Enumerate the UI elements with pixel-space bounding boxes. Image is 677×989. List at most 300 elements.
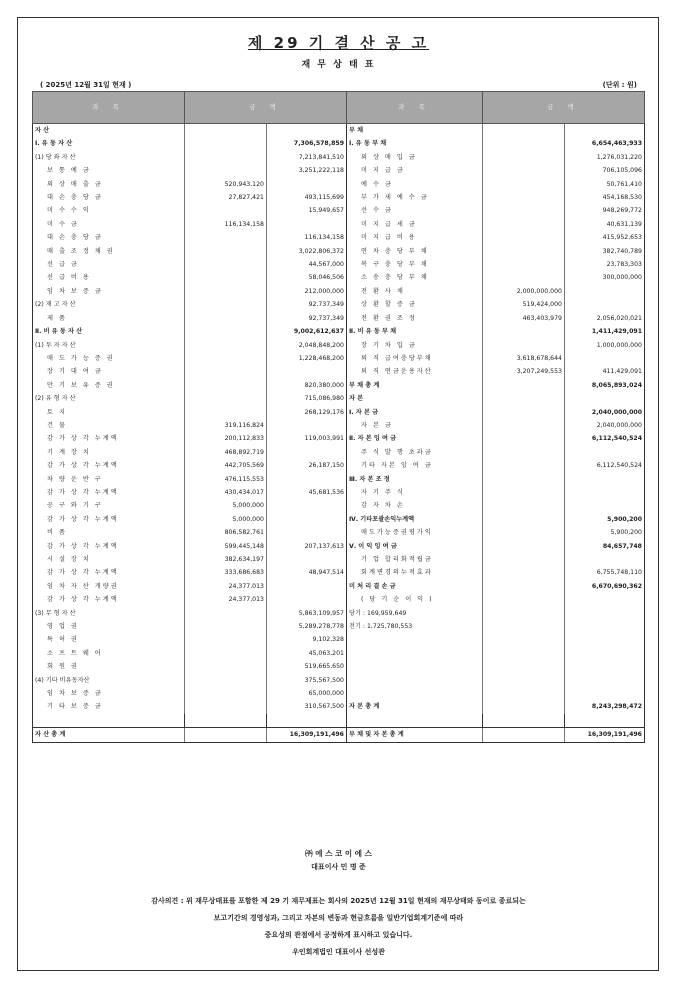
asset-sub-amount: 5,000,000 (185, 499, 267, 512)
liability-equity-amount: 1,411,429,091 (565, 325, 645, 338)
asset-item-label: 미 수 수 익 (33, 204, 185, 217)
asset-sub-amount (185, 700, 267, 713)
table-row (33, 258, 645, 271)
liability-equity-item-label: 미 지 급 세 금 (347, 218, 483, 231)
liability-equity-amount: 706,105,096 (565, 164, 645, 177)
liability-equity-sub-amount (483, 526, 565, 539)
asset-sub-amount (185, 406, 267, 419)
asset-item-label: 보 통 예 금 (33, 164, 185, 177)
asset-item-label: 선 급 금 (33, 258, 185, 271)
liability-equity-amount: 2,056,020,021 (565, 312, 645, 325)
liability-equity-sub-amount (483, 674, 565, 687)
liability-equity-item-label: 당기 : 169,959,649 (347, 607, 483, 620)
liability-equity-amount: 8,243,298,472 (565, 700, 645, 713)
liability-equity-sub-amount: 3,618,678,644 (483, 352, 565, 365)
asset-amount: 116,134,158 (267, 231, 347, 244)
liability-equity-amount (565, 298, 645, 311)
liability-equity-sub-amount (483, 687, 565, 700)
liability-equity-item-label: 소 송 충 당 부 채 (347, 271, 483, 284)
asset-item-label: 제 품 (33, 312, 185, 325)
liability-equity-amount: 2,040,000,000 (565, 419, 645, 432)
asset-sub-amount (185, 660, 267, 673)
liability-equity-amount (565, 687, 645, 700)
asset-sub-amount: 599,445,148 (185, 540, 267, 553)
audit-line: 감사의견 : 위 재무상태표를 포함한 제 29 기 재무제표는 회사의 2025년 12월 31일 현재의 재무상태와 동이로 종료되는 (151, 897, 526, 905)
liability-equity-sub-amount (483, 406, 565, 419)
asset-item-label: 시 설 장 치 (33, 553, 185, 566)
total-liabilities-equity-label: 부 채 및 자 본 총 계 (347, 728, 483, 742)
liability-equity-sub-amount (483, 191, 565, 204)
asset-amount: 519,665,650 (267, 660, 347, 673)
liability-equity-sub-amount (483, 419, 565, 432)
asset-amount (267, 419, 347, 432)
asset-item-label: (2) 유 형 자 산 (33, 392, 185, 405)
table-row (33, 607, 645, 620)
liability-equity-sub-amount (483, 339, 565, 352)
asset-amount: 5,863,109,957 (267, 607, 347, 620)
table-row (33, 124, 645, 138)
asset-amount: 7,306,578,859 (267, 137, 347, 150)
liability-equity-amount: 23,783,303 (565, 258, 645, 271)
liability-equity-sub-amount (483, 700, 565, 713)
asset-amount: 9,102,328 (267, 633, 347, 646)
table-row (33, 687, 645, 700)
asset-amount (267, 593, 347, 606)
liability-equity-item-label: Ⅱ. 자 본 잉 여 금 (347, 432, 483, 445)
liability-equity-item-label: 기 업 합리화적립금 (347, 553, 483, 566)
asset-item-label: 감 가 상 각 누계액 (33, 540, 185, 553)
asset-sub-amount: 200,112,833 (185, 432, 267, 445)
table-row (33, 660, 645, 673)
table-row (33, 540, 645, 553)
asset-item-label: 비 품 (33, 526, 185, 539)
asset-item-label: 임 차 보 증 금 (33, 687, 185, 700)
liability-equity-amount (565, 473, 645, 486)
asset-amount: 7,213,841,510 (267, 151, 347, 164)
asset-sub-amount: 442,705,569 (185, 459, 267, 472)
asset-item-label: 임 차 보 증 금 (33, 285, 185, 298)
company-name: ㈜ 에 스 코 이 에 스 (305, 849, 372, 858)
audit-line: 보고기간의 경영성과, 그리고 자본의 변동과 현금흐름을 일반기업회계기준에 따라 (213, 914, 464, 922)
asset-item-label: 감 가 상 각 누계액 (33, 432, 185, 445)
table-row (33, 178, 645, 191)
liability-equity-sub-amount (483, 271, 565, 284)
asset-amount (267, 124, 347, 138)
liability-equity-amount: 5,900,200 (565, 526, 645, 539)
liability-equity-amount: 382,740,789 (565, 245, 645, 258)
asset-sub-amount (185, 271, 267, 284)
asset-amount: 26,187,150 (267, 459, 347, 472)
asset-item-label: 차 량 운 반 구 (33, 473, 185, 486)
liability-equity-item-label: 부 채 총 계 (347, 379, 483, 392)
asset-amount: 375,567,500 (267, 674, 347, 687)
liability-equity-amount (565, 499, 645, 512)
asset-sub-amount: 5,000,000 (185, 513, 267, 526)
liability-equity-item-label: 복 구 충 당 부 채 (347, 258, 483, 271)
header-right-item: 과 목 (347, 92, 483, 124)
asset-item-label: (4) 기타 비유동자산 (33, 674, 185, 687)
asset-amount (267, 499, 347, 512)
asset-amount: 212,000,000 (267, 285, 347, 298)
liability-equity-sub-amount (483, 446, 565, 459)
liability-equity-item-label: Ⅰ. 유 동 부 채 (347, 137, 483, 150)
table-row (33, 580, 645, 593)
asset-sub-amount (185, 352, 267, 365)
currency-unit: (단위 : 원) (602, 81, 637, 89)
asset-amount: 5,289,278,778 (267, 620, 347, 633)
liability-equity-amount (565, 607, 645, 620)
asset-amount: 493,115,699 (267, 191, 347, 204)
liability-equity-item-label (347, 633, 483, 646)
asset-sub-amount (185, 633, 267, 646)
asset-amount: 3,251,222,118 (267, 164, 347, 177)
asset-sub-amount: 333,686,683 (185, 566, 267, 579)
liability-equity-amount: 40,631,139 (565, 218, 645, 231)
asset-amount (267, 513, 347, 526)
liability-equity-sub-amount (483, 473, 565, 486)
table-row (33, 325, 645, 338)
asset-sub-amount (185, 687, 267, 700)
liability-equity-sub-amount: 2,000,000,000 (483, 285, 565, 298)
liability-equity-amount: 1,000,000,000 (565, 339, 645, 352)
asset-amount: 820,380,000 (267, 379, 347, 392)
asset-item-label: 매 출 조 정 채 권 (33, 245, 185, 258)
liability-equity-amount: 6,112,540,524 (565, 432, 645, 445)
asset-sub-amount: 27,827,421 (185, 191, 267, 204)
asset-amount (267, 446, 347, 459)
liability-equity-sub-amount (483, 151, 565, 164)
asset-item-label: 대 손 충 당 금 (33, 231, 185, 244)
liability-equity-sub-amount (483, 432, 565, 445)
liability-equity-item-label (347, 674, 483, 687)
asset-item-label: 건 물 (33, 419, 185, 432)
asset-item-label: 외 상 매 출 금 (33, 178, 185, 191)
table-row (33, 298, 645, 311)
table-row (33, 406, 645, 419)
liability-equity-item-label (347, 647, 483, 660)
table-row (33, 526, 645, 539)
liability-equity-amount (565, 620, 645, 633)
audit-line: 중요성의 관점에서 공정하게 표시하고 있습니다. (264, 931, 413, 939)
asset-amount (267, 526, 347, 539)
liability-equity-item-label: 상 환 할 증 금 (347, 298, 483, 311)
asset-item-label: 선 급 비 용 (33, 271, 185, 284)
table-row (33, 486, 645, 499)
table-row (33, 365, 645, 378)
liability-equity-sub-amount (483, 499, 565, 512)
asset-amount (267, 553, 347, 566)
liability-equity-sub-amount (483, 258, 565, 271)
asset-sub-amount: 806,582,761 (185, 526, 267, 539)
liability-equity-item-label: 미 처 리 결 손 금 (347, 580, 483, 593)
asset-amount: 310,567,500 (267, 700, 347, 713)
table-row (33, 700, 645, 713)
liability-equity-item-label: 회계변경의누적효과 (347, 566, 483, 579)
asset-sub-amount (185, 245, 267, 258)
asset-sub-amount (185, 674, 267, 687)
table-row (33, 164, 645, 177)
asset-amount: 45,063,201 (267, 647, 347, 660)
asset-sub-amount: 476,115,553 (185, 473, 267, 486)
liability-equity-item-label: 전 환 권 조 정 (347, 312, 483, 325)
liability-equity-amount: 6,755,748,110 (565, 566, 645, 579)
liability-equity-amount (565, 486, 645, 499)
liability-equity-item-label: 선 수 금 (347, 204, 483, 217)
asset-sub-amount (185, 312, 267, 325)
liability-equity-amount (565, 352, 645, 365)
audit-opinion (60, 893, 617, 944)
asset-sub-amount: 116,134,158 (185, 218, 267, 231)
header-right-amount: 금 액 (483, 92, 645, 124)
asset-item-label: 장 기 대 여 금 (33, 365, 185, 378)
liability-equity-sub-amount (483, 325, 565, 338)
header-left-amount: 금 액 (185, 92, 347, 124)
table-row (33, 446, 645, 459)
liability-equity-sub-amount (483, 379, 565, 392)
asset-item-label: 자 산 (33, 124, 185, 138)
liability-equity-amount: 300,000,000 (565, 271, 645, 284)
asset-sub-amount: 430,434,017 (185, 486, 267, 499)
asset-sub-amount (185, 339, 267, 352)
table-body (33, 124, 645, 714)
asset-amount: 207,137,613 (267, 540, 347, 553)
asset-item-label: 기 계 장 치 (33, 446, 185, 459)
liability-equity-item-label (347, 687, 483, 700)
asset-item-label: 소 프 트 웨 어 (33, 647, 185, 660)
asset-sub-amount (185, 204, 267, 217)
liability-equity-sub-amount (483, 486, 565, 499)
table-row (33, 432, 645, 445)
statement-subtitle: 재 무 상 태 표 (301, 60, 376, 70)
asset-item-label: 기 타 보 증 금 (33, 700, 185, 713)
table-row (33, 271, 645, 284)
asset-sub-amount: 468,892,719 (185, 446, 267, 459)
asset-amount: 65,000,000 (267, 687, 347, 700)
table-row (33, 218, 645, 231)
liability-equity-item-label: Ⅰ. 자 본 금 (347, 406, 483, 419)
table-row (33, 647, 645, 660)
liability-equity-item-label: 미 지 급 금 (347, 164, 483, 177)
asset-item-label: 특 허 권 (33, 633, 185, 646)
liability-equity-sub-amount (483, 231, 565, 244)
liability-equity-sub-amount (483, 392, 565, 405)
liability-equity-item-label: 감 자 차 손 (347, 499, 483, 512)
asset-amount (267, 365, 347, 378)
liability-equity-amount (565, 633, 645, 646)
asset-amount: 45,681,536 (267, 486, 347, 499)
table-row (33, 566, 645, 579)
liability-equity-item-label: Ⅴ. 이 익 잉 여 금 (347, 540, 483, 553)
liability-equity-item-label: 미 지 급 비 용 (347, 231, 483, 244)
liability-equity-amount: 1,276,031,220 (565, 151, 645, 164)
asset-amount: 44,567,000 (267, 258, 347, 271)
table-row (33, 339, 645, 352)
asset-sub-amount (185, 151, 267, 164)
asset-amount: 1,228,468,200 (267, 352, 347, 365)
asset-sub-amount: 520,943,120 (185, 178, 267, 191)
table-row (33, 633, 645, 646)
asset-item-label: Ⅰ. 유 동 자 산 (33, 137, 185, 150)
liability-equity-amount: 6,654,463,933 (565, 137, 645, 150)
liability-equity-sub-amount (483, 459, 565, 472)
asset-amount: 715,086,980 (267, 392, 347, 405)
liability-equity-amount: 411,429,091 (565, 365, 645, 378)
header-left-item: 과 목 (33, 92, 185, 124)
liability-equity-item-label: 기타 자본 잉 여 금 (347, 459, 483, 472)
liability-equity-item-label: 퇴 직 급여충당부채 (347, 352, 483, 365)
table-row (33, 459, 645, 472)
table-row (33, 151, 645, 164)
liability-equity-amount (565, 674, 645, 687)
liability-equity-amount (565, 553, 645, 566)
liability-equity-sub-amount (483, 633, 565, 646)
liability-equity-amount (565, 660, 645, 673)
asset-item-label: 공 구 와 기 구 (33, 499, 185, 512)
asset-amount: 9,002,612,637 (267, 325, 347, 338)
liability-equity-sub-amount (483, 178, 565, 191)
page-title: 제 29 기 결 산 공 고 (247, 34, 430, 52)
liability-equity-amount: 84,657,748 (565, 540, 645, 553)
asset-amount: 3,022,806,372 (267, 245, 347, 258)
liability-equity-sub-amount (483, 647, 565, 660)
asset-item-label: 감 가 상 각 누계액 (33, 593, 185, 606)
table-row (33, 285, 645, 298)
total-assets-amount: 16,309,191,496 (267, 728, 347, 742)
asset-item-label: Ⅱ. 비 유 동 자 산 (33, 325, 185, 338)
asset-sub-amount (185, 258, 267, 271)
asset-item-label: 임 차 자 산 개량권 (33, 580, 185, 593)
liability-equity-sub-amount: 463,403,979 (483, 312, 565, 325)
table-row (33, 419, 645, 432)
asset-amount: 119,003,991 (267, 432, 347, 445)
table-row (33, 499, 645, 512)
liability-equity-sub-amount (483, 607, 565, 620)
liability-equity-item-label: 자 본 총 계 (347, 700, 483, 713)
table-row (33, 392, 645, 405)
liability-equity-item-label: 부 가 세 예 수 금 (347, 191, 483, 204)
asset-item-label: 감 가 상 각 누계액 (33, 486, 185, 499)
asset-sub-amount: 319,116,824 (185, 419, 267, 432)
asset-sub-amount: 382,634,197 (185, 553, 267, 566)
liability-equity-item-label: 부 채 (347, 124, 483, 138)
asset-sub-amount (185, 124, 267, 138)
total-liabilities-equity-amount: 16,309,191,496 (565, 728, 645, 742)
table-row (33, 231, 645, 244)
liability-equity-sub-amount (483, 513, 565, 526)
asset-sub-amount: 24,377,013 (185, 580, 267, 593)
asset-item-label: 감 가 상 각 누계액 (33, 513, 185, 526)
balance-sheet-table (32, 91, 645, 743)
liability-equity-item-label: 장 기 차 입 금 (347, 339, 483, 352)
asset-sub-amount (185, 164, 267, 177)
table-row (33, 245, 645, 258)
liability-equity-item-label: 전기 : 1,725,780,553 (347, 620, 483, 633)
liability-equity-amount (565, 647, 645, 660)
liability-equity-amount (565, 124, 645, 138)
asset-sub-amount (185, 392, 267, 405)
asset-item-label: 영 업 권 (33, 620, 185, 633)
liability-equity-sub-amount (483, 137, 565, 150)
total-assets-label: 자 산 총 계 (33, 728, 185, 742)
table-row (33, 620, 645, 633)
asset-amount (267, 580, 347, 593)
spacer-row (33, 714, 645, 728)
liability-equity-sub-amount: 519,424,000 (483, 298, 565, 311)
asset-sub-amount (185, 620, 267, 633)
liability-equity-amount: 6,112,540,524 (565, 459, 645, 472)
liability-equity-amount: 8,065,893,024 (565, 379, 645, 392)
asset-sub-amount (185, 325, 267, 338)
liability-equity-item-label: Ⅱ. 비 유 동 부 채 (347, 325, 483, 338)
asset-sub-amount (185, 231, 267, 244)
liability-equity-sub-amount (483, 593, 565, 606)
table-row (33, 352, 645, 365)
asset-amount: 58,046,506 (267, 271, 347, 284)
table-row (33, 513, 645, 526)
liability-equity-item-label (347, 660, 483, 673)
liability-equity-item-label: 자 본 금 (347, 419, 483, 432)
table-row (33, 593, 645, 606)
liability-equity-amount (565, 285, 645, 298)
liability-equity-item-label: Ⅲ. 자 본 조 정 (347, 473, 483, 486)
table-row (33, 379, 645, 392)
asset-sub-amount (185, 285, 267, 298)
liability-equity-sub-amount (483, 620, 565, 633)
asset-sub-amount: 24,377,013 (185, 593, 267, 606)
asset-sub-amount (185, 379, 267, 392)
liability-equity-item-label: 전 환 사 채 (347, 285, 483, 298)
liability-equity-amount: 5,900,200 (565, 513, 645, 526)
asset-amount: 92,737,349 (267, 312, 347, 325)
liability-equity-amount (565, 593, 645, 606)
liability-equity-sub-amount (483, 245, 565, 258)
asset-item-label: 감 가 상 각 누계액 (33, 566, 185, 579)
asset-item-label: (3) 무 형 자 산 (33, 607, 185, 620)
liability-equity-sub-amount (483, 580, 565, 593)
asset-sub-amount (185, 298, 267, 311)
asset-item-label: 대 손 충 당 금 (33, 191, 185, 204)
asset-sub-amount (185, 137, 267, 150)
asset-item-label: 회 원 권 (33, 660, 185, 673)
asset-item-label: 만 기 보 유 증 권 (33, 379, 185, 392)
asset-item-label: 매 도 가 능 증 권 (33, 352, 185, 365)
asset-item-label: (1) 투 자 자 산 (33, 339, 185, 352)
asset-item-label: (2) 재 고 자 산 (33, 298, 185, 311)
liability-equity-amount: 2,040,000,000 (565, 406, 645, 419)
table-row (33, 191, 645, 204)
asset-amount (267, 218, 347, 231)
liability-equity-sub-amount (483, 218, 565, 231)
asset-amount: 48,947,514 (267, 566, 347, 579)
liability-equity-sub-amount (483, 566, 565, 579)
liability-equity-item-label: 자 기 주 식 (347, 486, 483, 499)
liability-equity-item-label: 매도가능증권평가익 (347, 526, 483, 539)
asset-item-label: 토 지 (33, 406, 185, 419)
asset-amount: 2,048,848,200 (267, 339, 347, 352)
asset-item-label: (1) 당 좌 자 산 (33, 151, 185, 164)
ceo-name: 대표이사 민 명 준 (311, 863, 366, 871)
table-row (33, 674, 645, 687)
table-row (33, 137, 645, 150)
liability-equity-amount: 6,670,690,362 (565, 580, 645, 593)
liability-equity-item-label: 연 차 충 당 부 채 (347, 245, 483, 258)
asset-sub-amount (185, 607, 267, 620)
asset-item-label: 미 수 금 (33, 218, 185, 231)
liability-equity-item-label: 퇴 직 연금운용자산 (347, 365, 483, 378)
liability-equity-sub-amount: 3,207,249,553 (483, 365, 565, 378)
table-row (33, 473, 645, 486)
auditor-name: 우인회계법인 대표이사 선성관 (292, 948, 385, 956)
